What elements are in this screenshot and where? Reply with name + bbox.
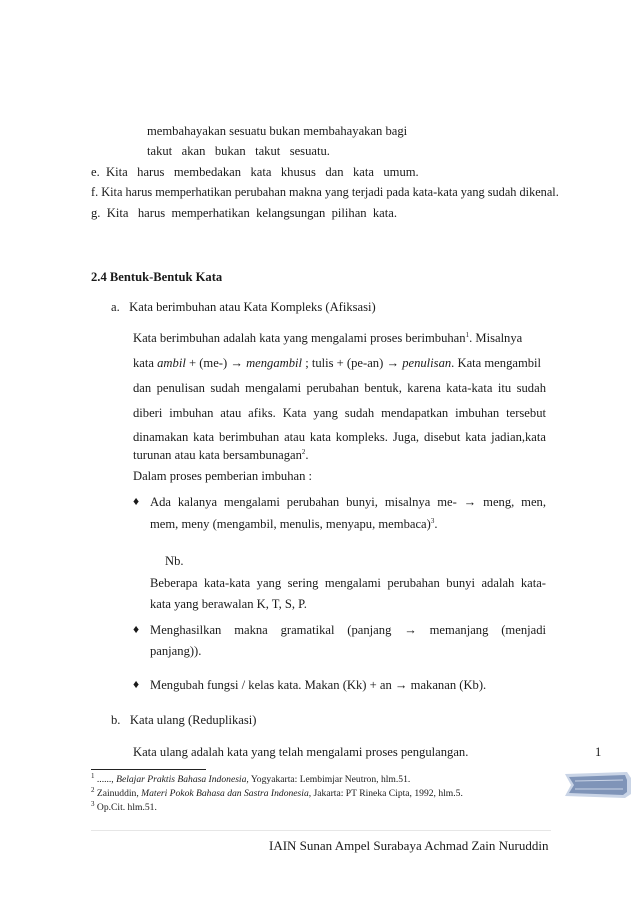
bullet-icon: ♦ [133, 622, 140, 636]
bullet-text: panjang)). [150, 644, 202, 658]
footnote: $^1$ ......, Belajar Praktis Bahasa Indonesia, Yogyakarta: Lembimjar Neutron, hlm.51. [91, 771, 411, 785]
note-text: kata yang berawalan K, T, S, P. [150, 597, 307, 611]
bullet-text: Menghasilkan makna gramatikal (panjang → memanjang (menjadi [150, 623, 546, 637]
text-segment: Kata berimbuhan adalah kata yang mengalami proses berimbuhan$^1$. Misalnya [133, 330, 523, 345]
paragraph-line: kata ambil + (me-) → mengambil ; tulis + (pe-an) → penulisan. Kata mengambil [133, 356, 542, 370]
page-number: 1 [595, 745, 602, 759]
paragraph-line: dinamakan kata berimbuhan atau kata kompleks. Juga, disebut kata jadian,kata [133, 430, 546, 444]
footnote-divider [91, 769, 206, 770]
section-heading: 2.4 Bentuk-Bentuk Kata [91, 270, 223, 284]
bullet-text: Mengubah fungsi / kelas kata. Makan (Kk) + an → makanan (Kb). [150, 678, 487, 692]
bullet-icon: ♦ [133, 494, 140, 508]
paragraph-line [133, 330, 546, 346]
subsection-a-title: a. Kata berimbuhan atau Kata Kompleks (Afiksasi) [111, 300, 376, 314]
paragraph-line: turunan atau kata bersambunagan$^2$. [133, 447, 309, 462]
bullet-text: mem, meny (mengambil, menulis, menyapu, membaca)$^3$. [150, 516, 438, 531]
paragraph-line: diberi imbuhan atau afiks. Kata yang sudah mendapatkan imbuhan tersebut [133, 406, 546, 420]
note-text: Beberapa kata-kata yang sering mengalami perubahan bunyi adalah kata- [150, 576, 546, 590]
paragraph-line: Kata ulang adalah kata yang telah mengalami proses pengulangan. [133, 745, 469, 759]
footnote: $^2$ Zainuddin, Materi Pokok Bahasa dan Sastra Indonesia, Jakarta: PT Rineka Cipta, 1992, hlm.5. [91, 785, 463, 799]
list-item-f: f. Kita harus memperhatikan perubahan makna yang terjadi pada kata-kata yang sudah dikenal. [91, 185, 559, 199]
text-line: takut akan bukan takut sesuatu. [147, 144, 330, 158]
footnote: $^3$ Op.Cit. hlm.51. [91, 799, 157, 813]
text-line: membahayakan sesuatu bukan membahayakan bagi [147, 124, 408, 138]
footer-text: IAIN Sunan Ampel Surabaya Achmad Zain Nuruddin [269, 838, 549, 853]
subsection-b-title: b. Kata ulang (Reduplikasi) [111, 713, 257, 727]
list-item-g: g. Kita harus memperhatikan kelangsungan pilihan kata. [91, 206, 398, 220]
paragraph-line: Dalam proses pemberian imbuhan : [133, 469, 313, 483]
bullet-text: Ada kalanya mengalami perubahan bunyi, misalnya me- → meng, men, [150, 495, 546, 509]
list-item-e: e. Kita harus membedakan kata khusus dan kata umum. [91, 165, 419, 179]
note-title: Nb. [165, 554, 184, 568]
footer-divider [91, 830, 551, 831]
paragraph-line: dan penulisan sudah mengalami perubahan bentuk, karena kata-kata itu sudah [133, 381, 546, 395]
bullet-icon: ♦ [133, 677, 140, 691]
decorative-ribbon-icon [565, 768, 635, 802]
